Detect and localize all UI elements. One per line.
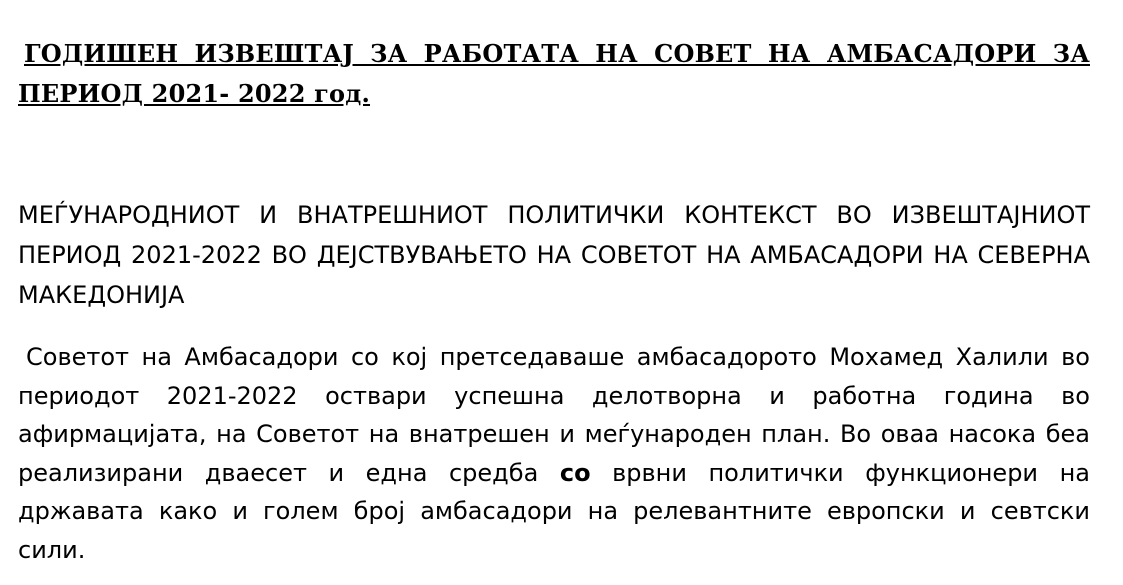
paragraph-bold-word: со	[559, 458, 591, 487]
document-title	[18, 0, 1090, 114]
section-heading: МЕЃУНАРОДНИОТ И ВНАТРЕШНИОТ ПОЛИТИЧКИ КОНТЕКСТ ВО ИЗВЕШТАЈНИОТ ПЕРИОД 2021-2022 ВО ДЕЈСТВУВАЊЕТО НА СОВЕТОТ НА АМБАСАДОРИ НА СЕВЕРНА МАКЕДОНИЈА	[18, 201, 1090, 309]
paragraph-part-2: врвни политички функционери на државата како и голем број амбасадори на релевантните европски и севтски сили.	[18, 458, 1090, 564]
body-paragraph	[18, 338, 1090, 569]
paragraph-part-1: Советот на Амбасадори со кој претседаваше амбасадорото Мохамед Халили во периодот 2021-2022 оствари успешна делотворна и работна година во афирмацијата, на Советот на внатрешен и меѓународен план. Во оваа насока беа реализирани дваесет и една средба	[18, 343, 1090, 487]
document-page	[18, 0, 1090, 564]
document-title-text: ГОДИШЕН ИЗВЕШТАЈ ЗА РАБОТАТА НА СОВЕТ НА АМБАСАДОРИ ЗА ПЕРИОД 2021- 2022 год.	[18, 39, 1090, 108]
